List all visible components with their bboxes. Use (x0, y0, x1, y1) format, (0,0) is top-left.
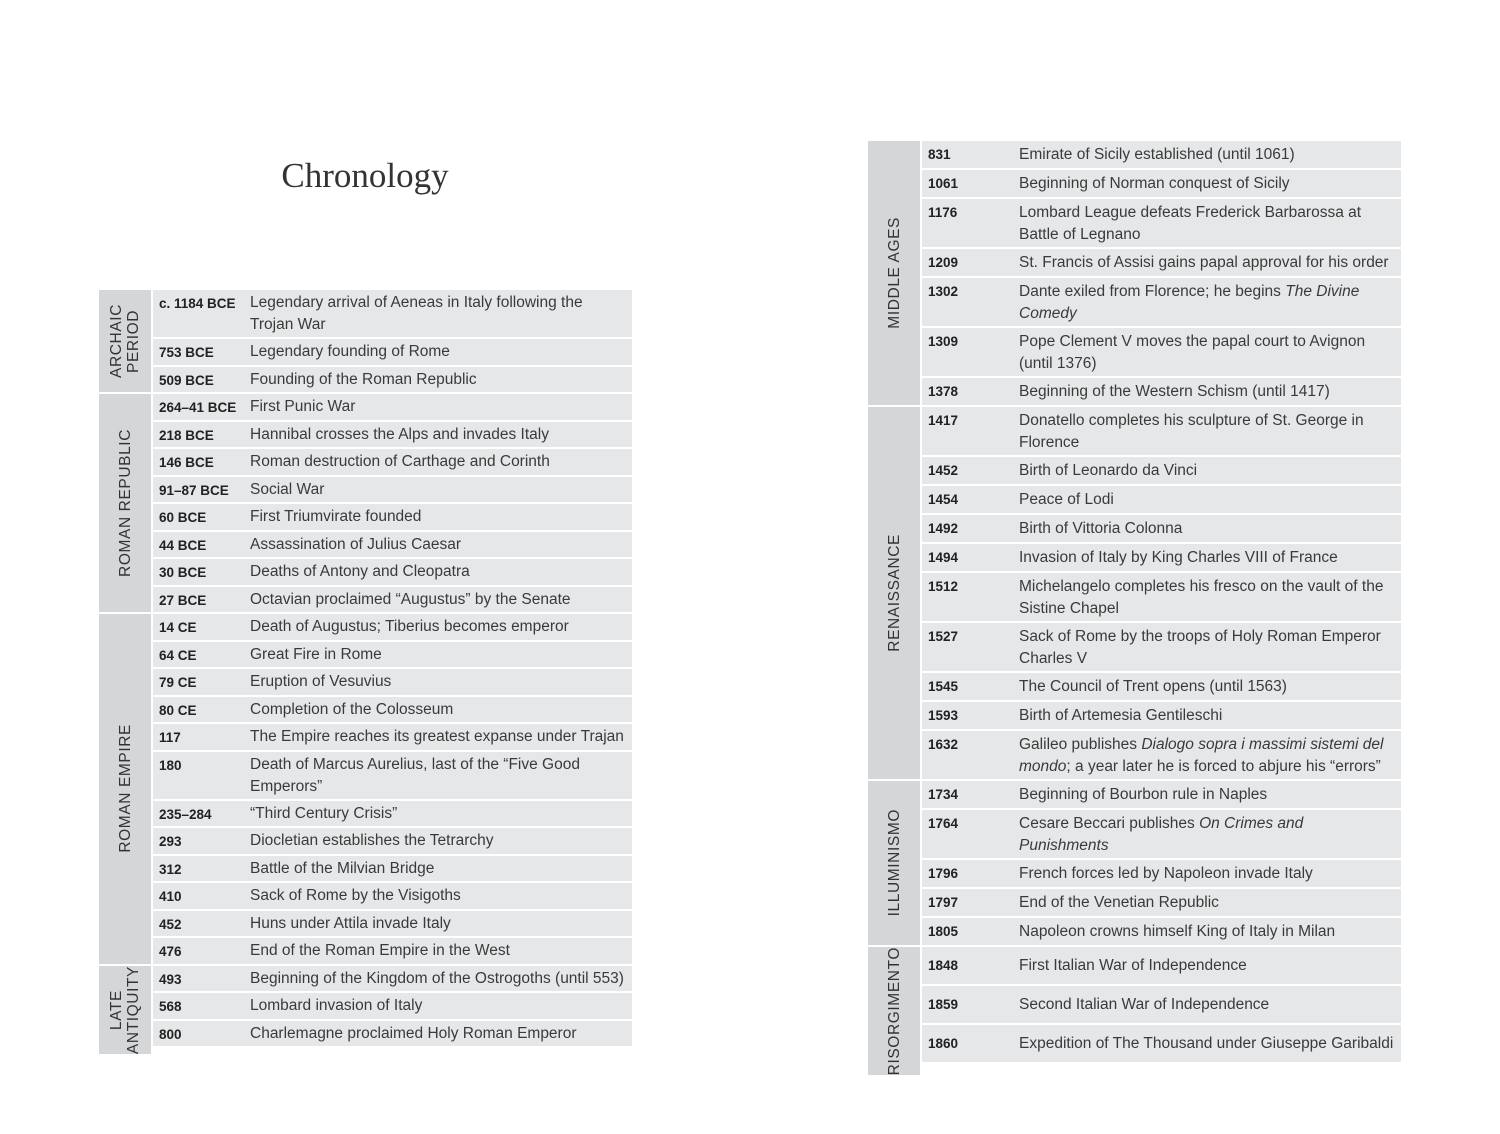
event-date: 1805 (928, 924, 959, 939)
event-description (1013, 947, 1401, 984)
event-date: 1378 (928, 384, 959, 399)
event-description (1013, 486, 1401, 513)
event-text: Expedition of The Thousand under Giuseppe Garibaldi (1019, 1035, 1394, 1052)
table-row (922, 947, 1401, 986)
period-label-cell (868, 947, 922, 1075)
event-date: 117 (159, 730, 181, 745)
period-rows (153, 614, 632, 964)
event-description (244, 938, 632, 964)
event-text: Death of Augustus; Tiberius becomes emperor (250, 618, 569, 635)
event-date: 1848 (928, 958, 959, 973)
table-row (153, 422, 632, 450)
event-description (244, 477, 632, 503)
table-row (922, 918, 1401, 945)
event-text: Pope Clement V moves the papal court to Avignon (until 1376) (1019, 333, 1366, 372)
period-label-cell (868, 141, 922, 405)
period-rows (922, 141, 1401, 405)
event-text: Roman destruction of Carthage and Corinth (250, 453, 550, 470)
event-date: 60 BCE (159, 510, 207, 525)
event-date: 146 BCE (159, 455, 214, 470)
period-group-roman-republic (99, 394, 632, 614)
event-description (244, 532, 632, 558)
event-date: 79 CE (159, 675, 197, 690)
table-row (153, 911, 632, 939)
event-description (1013, 731, 1401, 779)
event-description (244, 724, 632, 750)
event-date: 509 BCE (159, 372, 214, 388)
period-rows (922, 947, 1401, 1075)
event-text: Cesare Beccari publishes (1019, 815, 1200, 832)
event-description (244, 559, 632, 585)
table-row (922, 199, 1401, 249)
event-description (244, 504, 632, 530)
event-text: Lombard invasion of Italy (250, 997, 423, 1014)
event-text: Battle of the Milvian Bridge (250, 859, 435, 877)
table-row (153, 993, 632, 1021)
event-text: First Italian War of Independence (1019, 957, 1247, 974)
event-date: 1176 (928, 205, 958, 220)
event-description (1013, 407, 1401, 455)
period-label-cell (99, 614, 153, 964)
event-date: 1764 (928, 816, 959, 831)
table-row (153, 367, 632, 393)
event-description (244, 1021, 632, 1047)
period-rows (922, 781, 1401, 945)
event-description (1013, 810, 1401, 858)
event-date: c. 1184 BCE (159, 296, 236, 311)
event-date: 1417 (928, 413, 959, 428)
event-text: Lombard League defeats Frederick Barbarossa at Battle of Legnano (1019, 204, 1362, 243)
table-row (153, 697, 632, 725)
event-text: Napoleon crowns himself King of Italy in Milan (1019, 923, 1336, 940)
table-row (922, 781, 1401, 810)
event-date: 264–41 BCE (159, 400, 237, 415)
event-date: 30 BCE (159, 565, 207, 580)
event-description (244, 290, 632, 337)
event-text: Founding of the Roman Republic (250, 370, 477, 388)
event-description (1013, 860, 1401, 887)
table-row (153, 883, 632, 911)
event-date: 1797 (928, 895, 959, 910)
table-row (922, 141, 1401, 170)
event-date: 1302 (928, 284, 959, 299)
event-description (1013, 702, 1401, 729)
event-description (244, 394, 632, 420)
event-date: 312 (159, 861, 182, 877)
event-date: 1512 (928, 579, 959, 594)
period-label: ILLUMINISMO (885, 809, 903, 917)
event-date: 44 BCE (159, 537, 207, 553)
table-row (922, 673, 1401, 702)
period-group-archaic-period (99, 290, 632, 394)
event-text: Death of Marcus Aurelius, last of the “Five Good Emperors” (250, 755, 580, 795)
event-date: 1309 (928, 334, 959, 349)
period-label: RENAISSANCE (885, 534, 903, 652)
period-label-cell (99, 394, 153, 612)
event-date: 1545 (928, 679, 959, 694)
event-text: French forces led by Napoleon invade Italy (1019, 865, 1313, 882)
period-group-late-antiquity (99, 966, 632, 1054)
event-text: Birth of Artemesia Gentileschi (1019, 707, 1223, 724)
event-text: Beginning of the Kingdom of the Ostrogoths (until 553) (250, 969, 624, 987)
event-date: 1061 (928, 176, 959, 191)
event-date: 753 BCE (159, 345, 214, 360)
event-description (1013, 623, 1401, 671)
event-text: Octavian proclaimed “Augustus” by the Senate (250, 590, 571, 608)
event-title-italic: The Divine Comedy (1019, 283, 1360, 322)
event-description (1013, 328, 1401, 376)
event-date: 1209 (928, 255, 959, 270)
event-date: 64 CE (159, 647, 197, 663)
event-text: Sack of Rome by the Visigoths (250, 887, 461, 904)
table-row (922, 486, 1401, 515)
period-rows (153, 394, 632, 612)
table-row (153, 394, 632, 422)
event-date: 493 (159, 971, 182, 987)
event-text: Huns under Attila invade Italy (250, 914, 451, 932)
event-text: Birth of Leonardo da Vinci (1019, 462, 1198, 479)
event-description (244, 993, 632, 1019)
event-description (244, 339, 632, 365)
event-title-italic: On Crimes and Punishments (1019, 815, 1304, 854)
table-row (922, 278, 1401, 328)
table-row (922, 702, 1401, 731)
event-description (244, 614, 632, 640)
event-description (1013, 515, 1401, 542)
event-description (1013, 457, 1401, 484)
event-description (1013, 573, 1401, 621)
event-date: 27 BCE (159, 592, 207, 608)
event-description (1013, 918, 1401, 945)
table-row (922, 1025, 1401, 1062)
table-row (153, 856, 632, 884)
event-text: Beginning of Norman conquest of Sicily (1019, 175, 1290, 192)
period-label-cell (99, 966, 153, 1054)
period-group-risorgimento (868, 947, 1401, 1075)
event-description (1013, 378, 1401, 405)
table-row (153, 724, 632, 752)
table-row (922, 328, 1401, 378)
event-text: Diocletian establishes the Tetrarchy (250, 832, 494, 849)
event-description (244, 587, 632, 613)
event-text: First Punic War (250, 398, 356, 415)
event-text: Birth of Vittoria Colonna (1019, 520, 1183, 537)
period-label: ROMAN EMPIRE (116, 724, 134, 854)
event-description (244, 697, 632, 723)
table-row (153, 801, 632, 829)
period-rows (153, 290, 632, 392)
event-text: “Third Century Crisis” (250, 804, 398, 822)
event-description (1013, 544, 1401, 571)
table-row (922, 249, 1401, 278)
period-label: MIDDLE AGES (885, 217, 903, 329)
table-row (922, 810, 1401, 860)
table-row (153, 559, 632, 587)
table-row (153, 290, 632, 339)
event-description (244, 752, 632, 799)
event-text: Charlemagne proclaimed Holy Roman Emperor (250, 1024, 577, 1042)
event-description (244, 856, 632, 882)
event-date: 91–87 BCE (159, 482, 229, 498)
event-date: 476 (159, 944, 182, 959)
event-date: 410 (159, 889, 182, 904)
period-group-roman-empire (99, 614, 632, 966)
period-group-middle-ages (868, 141, 1401, 407)
event-description (244, 828, 632, 854)
event-date: 1494 (928, 550, 959, 565)
period-group-illuminismo (868, 781, 1401, 947)
period-group-renaissance (868, 407, 1401, 781)
event-description (1013, 673, 1401, 700)
table-row (922, 573, 1401, 623)
event-text: Assassination of Julius Caesar (250, 535, 462, 553)
event-date: 568 (159, 999, 182, 1014)
event-text: First Triumvirate founded (250, 508, 422, 525)
event-description (244, 883, 632, 909)
event-date: 218 BCE (159, 427, 214, 443)
event-description (1013, 199, 1401, 247)
table-row (153, 532, 632, 560)
event-text: Galileo publishes (1019, 736, 1142, 753)
event-text: The Empire reaches its greatest expanse under Trajan (250, 728, 624, 745)
table-row (922, 860, 1401, 889)
event-description (1013, 141, 1401, 168)
event-text: Emirate of Sicily established (until 1061) (1019, 146, 1295, 163)
event-description (244, 911, 632, 937)
table-row (153, 477, 632, 505)
table-row (153, 938, 632, 964)
table-row (153, 614, 632, 642)
table-row (153, 642, 632, 670)
event-text: Completion of the Colosseum (250, 700, 454, 718)
event-text: End of the Venetian Republic (1019, 894, 1219, 911)
event-text: Second Italian War of Independence (1019, 996, 1270, 1013)
table-row (922, 986, 1401, 1025)
event-date: 80 CE (159, 702, 197, 718)
table-row (922, 457, 1401, 486)
event-date: 1859 (928, 997, 959, 1012)
event-text: Social War (250, 480, 325, 498)
table-row (922, 378, 1401, 405)
event-text: The Council of Trent opens (until 1563) (1019, 678, 1287, 695)
period-rows (922, 407, 1401, 779)
event-date: 1492 (928, 521, 959, 536)
event-date: 1452 (928, 463, 959, 478)
event-text: Dante exiled from Florence; he begins (1019, 283, 1286, 300)
table-row (922, 731, 1401, 779)
table-row (153, 449, 632, 477)
event-description (1013, 986, 1401, 1023)
event-title-italic: Dialogo sopra i massimi sistemi del mondo (1019, 736, 1384, 775)
event-date: 1632 (928, 737, 959, 752)
table-row (922, 889, 1401, 918)
event-date: 180 (159, 757, 182, 773)
event-date: 235–284 (159, 806, 212, 822)
event-date: 831 (928, 147, 951, 162)
event-description (1013, 1025, 1401, 1062)
table-row (922, 515, 1401, 544)
table-row (153, 752, 632, 801)
chronology-table-right (868, 141, 1401, 1075)
event-description (1013, 889, 1401, 916)
period-label: ROMAN REPUBLIC (116, 429, 134, 577)
event-description (244, 367, 632, 393)
event-text: Michelangelo completes his fresco on the vault of the Sistine Chapel (1019, 578, 1384, 617)
period-label: LATE ANTIQUITY (108, 965, 142, 1054)
period-rows (153, 966, 632, 1054)
event-text: Deaths of Antony and Cleopatra (250, 563, 470, 580)
event-text: Peace of Lodi (1019, 491, 1114, 508)
event-description (1013, 249, 1401, 276)
event-description (244, 422, 632, 448)
event-date: 800 (159, 1026, 182, 1042)
event-text: Legendary founding of Rome (250, 343, 450, 360)
event-text: Great Fire in Rome (250, 645, 382, 663)
event-date: 1454 (928, 492, 959, 507)
event-text-after: ; a year later he is forced to abjure his “errors” (1066, 758, 1381, 775)
period-label-cell (868, 407, 922, 779)
table-row (153, 504, 632, 532)
table-row (153, 1021, 632, 1047)
event-date: 1593 (928, 708, 959, 723)
page-title: Chronology (281, 156, 449, 195)
table-row (922, 544, 1401, 573)
event-description (244, 449, 632, 475)
event-date: 1860 (928, 1036, 959, 1051)
event-text: St. Francis of Assisi gains papal approval for his order (1019, 254, 1389, 271)
event-description (244, 801, 632, 827)
event-date: 14 CE (159, 620, 197, 635)
event-date: 293 (159, 834, 182, 849)
event-text: Donatello completes his sculpture of St. George in Florence (1019, 412, 1364, 451)
event-date: 452 (159, 916, 182, 932)
event-text: Legendary arrival of Aeneas in Italy following the Trojan War (250, 294, 583, 333)
event-text: Beginning of the Western Schism (until 1417) (1019, 383, 1330, 400)
event-text: Sack of Rome by the troops of Holy Roman Emperor Charles V (1019, 628, 1381, 667)
event-date: 1527 (928, 629, 959, 644)
event-text: Eruption of Vesuvius (250, 673, 392, 690)
event-description (1013, 170, 1401, 197)
period-label: RISORGIMENTO (885, 947, 903, 1076)
event-description (244, 642, 632, 668)
table-row (153, 669, 632, 697)
table-row (922, 623, 1401, 673)
event-text: Hannibal crosses the Alps and invades Italy (250, 425, 549, 443)
event-date: 1734 (928, 787, 959, 802)
event-description (244, 966, 632, 992)
table-row (153, 587, 632, 613)
event-date: 1796 (928, 866, 959, 881)
table-row (922, 170, 1401, 199)
event-description (244, 669, 632, 695)
chronology-table-left (99, 290, 632, 1054)
period-label-cell (868, 781, 922, 945)
event-text: Invasion of Italy by King Charles VIII of France (1019, 549, 1338, 566)
table-row (153, 966, 632, 994)
event-text: Beginning of Bourbon rule in Naples (1019, 786, 1268, 803)
table-row (922, 407, 1401, 457)
event-description (1013, 278, 1401, 326)
event-text: End of the Roman Empire in the West (250, 942, 510, 959)
period-label: ARCHAIC PERIOD (108, 304, 142, 378)
table-row (153, 339, 632, 367)
event-description (1013, 781, 1401, 808)
table-row (153, 828, 632, 856)
period-label-cell (99, 290, 153, 392)
